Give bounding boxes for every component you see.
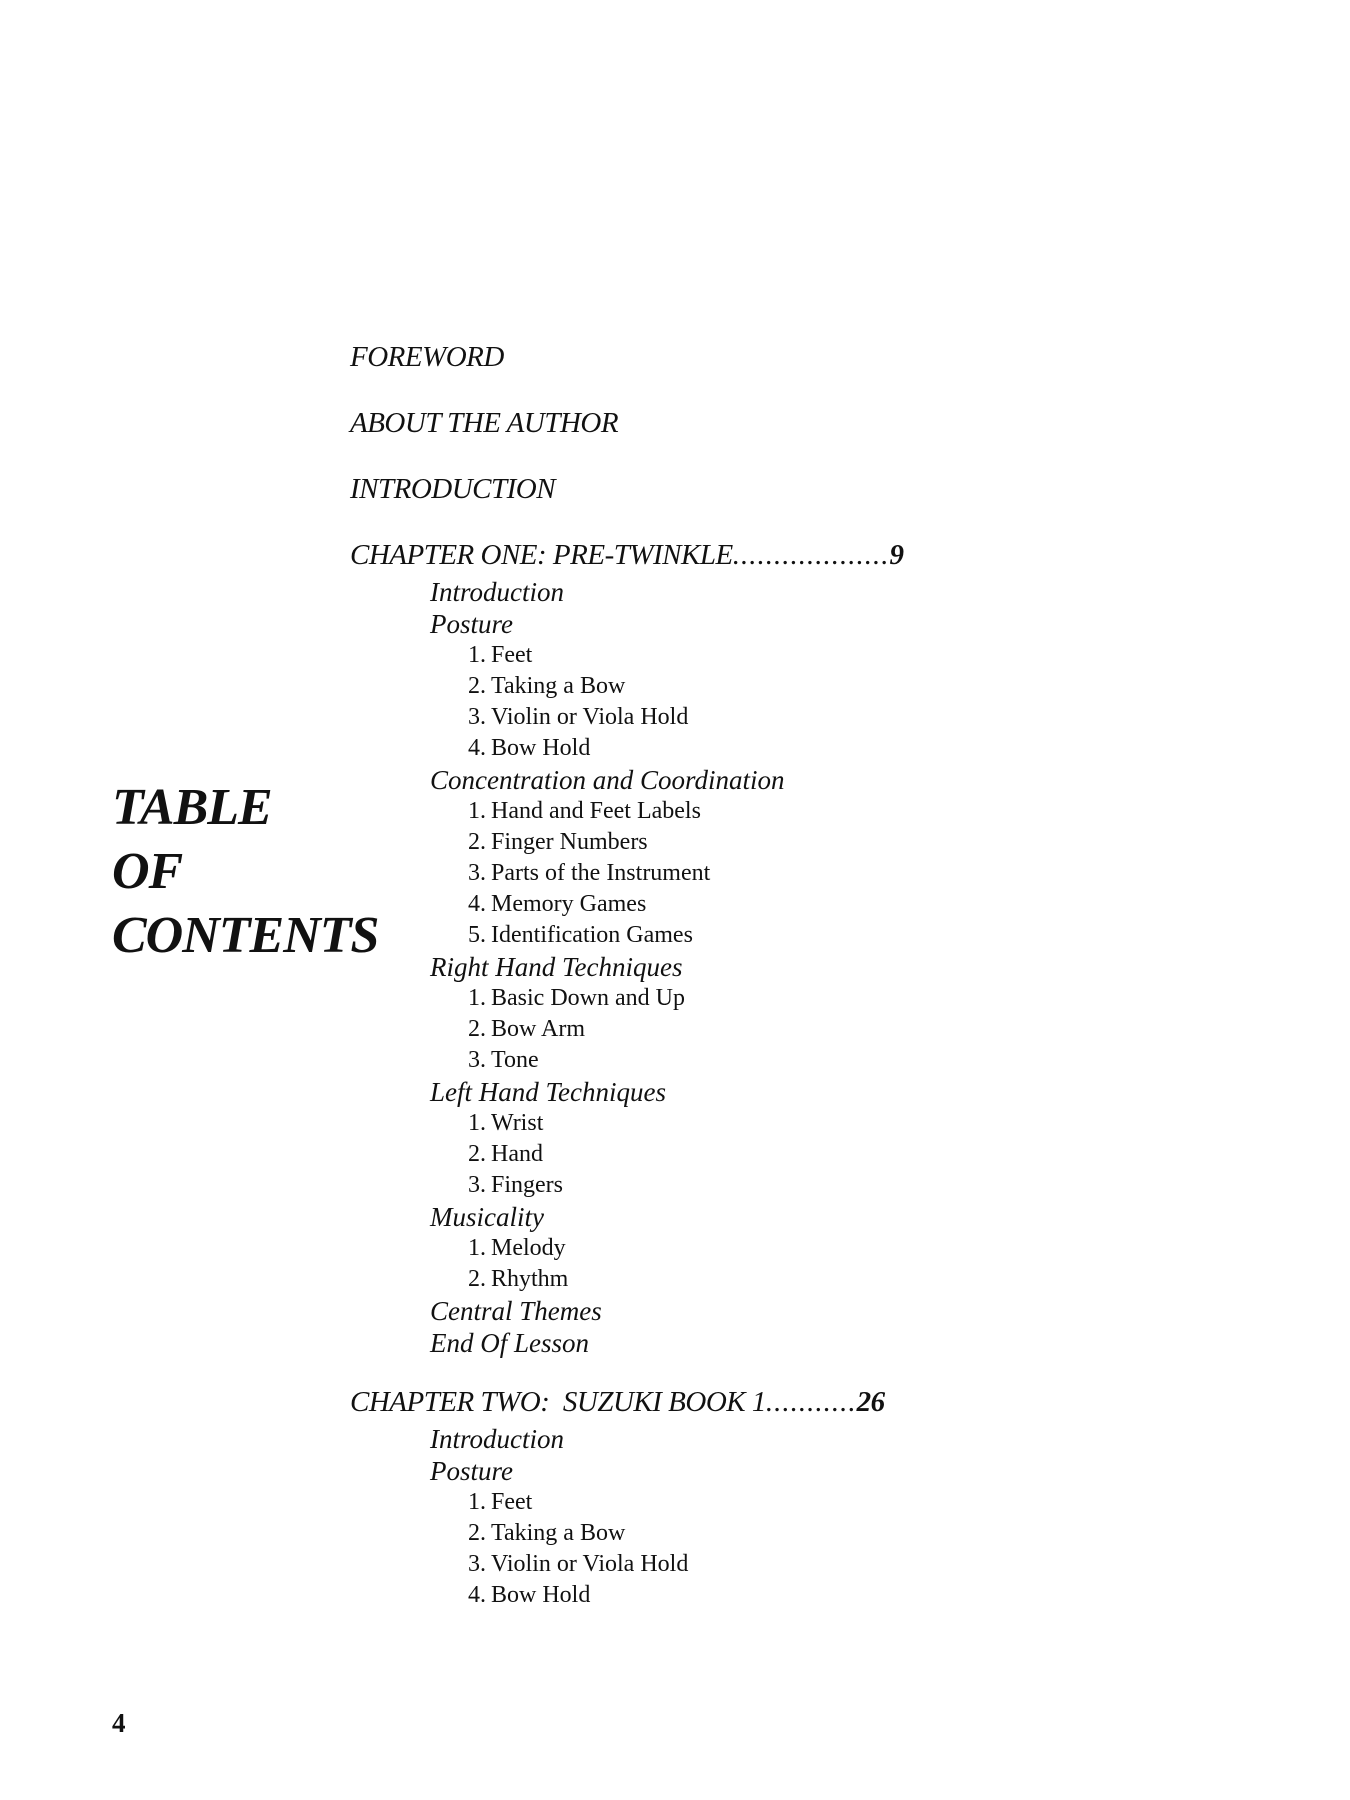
item-number: 3. xyxy=(468,1047,486,1073)
item-number: 4. xyxy=(468,891,486,917)
list-item[interactable] xyxy=(468,1487,1250,1518)
chapter-page-number: 26 xyxy=(856,1386,885,1418)
item-label: Bow Hold xyxy=(491,735,591,761)
side-title-line: CONTENTS xyxy=(112,907,379,964)
chapter-heading[interactable] xyxy=(350,1381,1250,1423)
list-item[interactable] xyxy=(468,1518,1250,1549)
list-item[interactable] xyxy=(468,796,1250,827)
list-item[interactable] xyxy=(468,1045,1250,1076)
side-title-line: OF xyxy=(112,843,183,900)
item-label: Melody xyxy=(491,1235,566,1261)
section-heading[interactable]: Introduction xyxy=(430,1424,564,1454)
dot-leader: ................... xyxy=(732,539,890,571)
item-label: Violin or Viola Hold xyxy=(491,1551,689,1577)
item-number: 1. xyxy=(468,1235,486,1261)
item-label: Wrist xyxy=(491,1110,544,1136)
list-item[interactable] xyxy=(468,733,1250,764)
side-title xyxy=(112,776,378,968)
item-number: 5. xyxy=(468,922,486,948)
section-heading[interactable]: Central Themes xyxy=(430,1296,602,1326)
list-item[interactable] xyxy=(468,1549,1250,1580)
item-label: Taking a Bow xyxy=(491,1520,626,1546)
list-item[interactable] xyxy=(468,920,1250,951)
chapter-title: CHAPTER ONE: PRE-TWINKLE xyxy=(350,539,733,571)
item-number: 3. xyxy=(468,1172,486,1198)
item-label: Hand and Feet Labels xyxy=(491,798,701,824)
item-number: 2. xyxy=(468,829,486,855)
chapter-block xyxy=(350,534,1250,1359)
list-item[interactable] xyxy=(468,702,1250,733)
chapter-title: CHAPTER TWO: SUZUKI BOOK 1 xyxy=(350,1386,766,1418)
section-heading[interactable]: Posture xyxy=(430,609,513,639)
list-item[interactable] xyxy=(468,1108,1250,1139)
section-heading[interactable]: Concentration and Coordination xyxy=(430,765,785,795)
item-number: 1. xyxy=(468,985,486,1011)
list-item[interactable] xyxy=(468,858,1250,889)
list-item[interactable] xyxy=(468,1139,1250,1170)
chapter-heading[interactable] xyxy=(350,534,1250,576)
list-item[interactable] xyxy=(468,1264,1250,1295)
list-item[interactable] xyxy=(468,1233,1250,1264)
item-label: Taking a Bow xyxy=(491,673,626,699)
page-number: 4 xyxy=(112,1708,126,1738)
item-number: 4. xyxy=(468,735,486,761)
item-number: 2. xyxy=(468,673,486,699)
item-number: 3. xyxy=(468,860,486,886)
list-item[interactable] xyxy=(468,983,1250,1014)
toc-entry-about-the-author[interactable]: ABOUT THE AUTHOR xyxy=(350,407,619,439)
toc-entry-foreword[interactable]: FOREWORD xyxy=(350,341,504,373)
item-label: Bow Arm xyxy=(491,1016,586,1042)
item-label: Identification Games xyxy=(491,922,693,948)
table-of-contents xyxy=(350,336,1250,1633)
section-heading[interactable]: Musicality xyxy=(430,1202,544,1232)
item-number: 4. xyxy=(468,1582,486,1608)
list-item[interactable] xyxy=(468,827,1250,858)
section-heading[interactable]: Introduction xyxy=(430,577,564,607)
list-item[interactable] xyxy=(468,1014,1250,1045)
item-label: Rhythm xyxy=(491,1266,569,1292)
chapter-list xyxy=(350,534,1250,1611)
list-item[interactable] xyxy=(468,640,1250,671)
list-item[interactable] xyxy=(468,1580,1250,1611)
item-number: 2. xyxy=(468,1016,486,1042)
item-label: Violin or Viola Hold xyxy=(491,704,689,730)
item-number: 2. xyxy=(468,1141,486,1167)
item-label: Memory Games xyxy=(491,891,647,917)
list-item[interactable] xyxy=(468,1170,1250,1201)
item-number: 3. xyxy=(468,704,486,730)
section-heading[interactable]: Left Hand Techniques xyxy=(430,1077,666,1107)
side-title-line: TABLE xyxy=(112,779,272,836)
section-heading[interactable]: End Of Lesson xyxy=(430,1328,590,1358)
dot-leader: ........... xyxy=(765,1386,857,1418)
item-number: 1. xyxy=(468,642,486,668)
item-label: Fingers xyxy=(491,1172,563,1198)
toc-entry-introduction[interactable]: INTRODUCTION xyxy=(350,473,556,505)
item-label: Basic Down and Up xyxy=(491,985,685,1011)
item-number: 1. xyxy=(468,1110,486,1136)
section-heading[interactable]: Posture xyxy=(430,1456,513,1486)
item-label: Feet xyxy=(491,1489,533,1515)
item-label: Hand xyxy=(491,1141,543,1167)
item-label: Bow Hold xyxy=(491,1582,591,1608)
list-item[interactable] xyxy=(468,671,1250,702)
section-heading[interactable]: Right Hand Techniques xyxy=(430,952,683,982)
item-number: 2. xyxy=(468,1520,486,1546)
list-item[interactable] xyxy=(468,889,1250,920)
item-number: 3. xyxy=(468,1551,486,1577)
item-number: 2. xyxy=(468,1266,486,1292)
item-number: 1. xyxy=(468,1489,486,1515)
chapter-page-number: 9 xyxy=(889,539,904,571)
item-number: 1. xyxy=(468,798,486,824)
chapter-block xyxy=(350,1381,1250,1611)
item-label: Parts of the Instrument xyxy=(491,860,711,886)
item-label: Finger Numbers xyxy=(491,829,648,855)
item-label: Feet xyxy=(491,642,533,668)
item-label: Tone xyxy=(491,1047,539,1073)
